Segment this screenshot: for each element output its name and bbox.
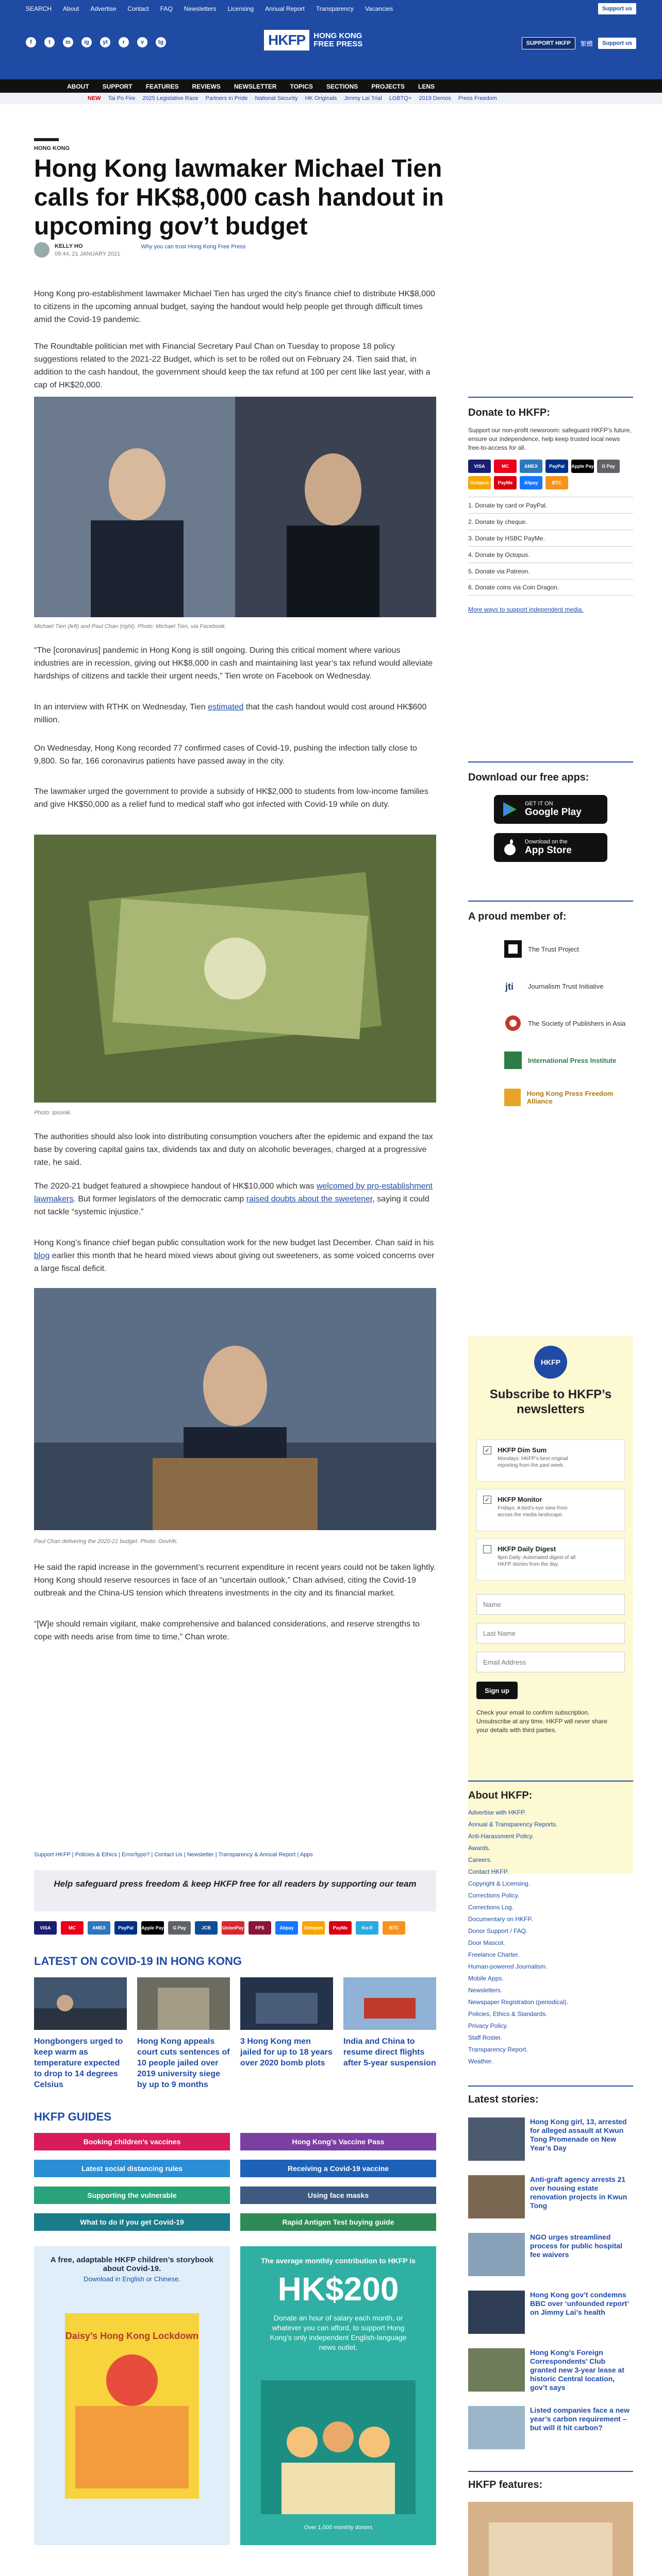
transparency-link[interactable]: Transparency <box>316 5 354 12</box>
sidebar-divider <box>468 2086 633 2087</box>
support-links-row[interactable]: Support HKFP | Policies & Ethics | Error/typo? | Contact Us | Newsletter | Transparency & Annual Report | Apps <box>34 1852 313 1858</box>
about-item[interactable]: Awards. <box>468 1844 491 1852</box>
donate-option-label: 1. Donate by card or PayPal. <box>468 501 548 509</box>
vimeo-icon[interactable]: v <box>137 37 147 47</box>
donate-sidebar <box>468 407 633 613</box>
trending-item[interactable]: LGBTQ+ <box>389 95 412 101</box>
about-item[interactable]: Advertise with HKFP. <box>468 1809 526 1816</box>
google-play-small: GET IT ON <box>525 801 553 807</box>
logo-text <box>313 32 362 48</box>
alipay-icon: Alipay <box>275 1921 298 1935</box>
donate-option-label: 2. Donate by cheque. <box>468 518 527 526</box>
octopus-icon: Octopus <box>468 476 491 489</box>
social-links <box>26 37 166 47</box>
donate-option-label: 3. Donate by HSBC PayMe. <box>468 534 545 542</box>
text-run: In an interview with RTHK on Wednesday, Tien <box>34 703 208 711</box>
apple-pay-icon: Apple Pay <box>571 460 594 473</box>
sopa-icon <box>504 1014 522 1032</box>
app-store-big: App Store <box>525 845 572 856</box>
article-photo-budget <box>34 1288 436 1530</box>
article-paragraph: “The [coronavirus] pandemic in Hong Kong is still ongoing. During this critical moment where various industries are in recession, giving out HK$8,000 in cash and maintaining last year’s tax refund would alleviate hardships of citizens and tackle their urgent needs,” Tien wrote on Facebook on Wednesday. <box>34 646 433 681</box>
photo-caption: Paul Chan delivering the 2020-21 budget. Photo: GovHK. <box>34 1538 178 1545</box>
payme-icon: PayMe <box>494 476 517 489</box>
newsletters-link[interactable]: Newsletters <box>184 5 217 12</box>
contribution-title: The average monthly contribution to HKFP is <box>261 2257 416 2265</box>
story-thumb <box>468 2348 525 2392</box>
article-headline: Hong Kong lawmaker Michael Tien calls for HK$8,000 cash handout in upcoming gov’t budget <box>34 155 444 240</box>
trending-item[interactable]: HK Originals <box>305 95 337 101</box>
apps-title: Download our free apps: <box>468 772 589 783</box>
about-item[interactable]: Door Mascot. <box>468 1939 505 1946</box>
news-card[interactable] <box>34 1977 127 2090</box>
latest-stories-title: Latest stories: <box>468 2094 539 2105</box>
story-thumb <box>468 2291 525 2334</box>
trust-project-icon <box>504 940 522 958</box>
about-item[interactable]: Policies, Ethics & Standards. <box>468 2010 548 2018</box>
storybook-cover-title: Daisy’s Hong Kong Lockdown <box>65 2331 199 2341</box>
news-thumb <box>240 1977 333 2030</box>
byline <box>34 242 245 258</box>
google-pay-icon: G Pay <box>597 460 620 473</box>
news-title[interactable]: Hongbongers urged to keep warm as temperature expected to drop to 14 degrees Celsius <box>34 2037 123 2089</box>
more-ways-link[interactable]: More ways to support independent media. <box>468 606 584 613</box>
visa-icon: VISA <box>468 460 491 473</box>
press-freedom-icon <box>504 1089 521 1106</box>
donate-option-label: 5. Donate via Patreon. <box>468 567 530 575</box>
site-header <box>0 18 662 79</box>
newsletter-option-name: HKFP Dim Sum <box>498 1446 547 1454</box>
annual-report-link[interactable]: Annual Report <box>265 5 305 12</box>
article-paragraph: He said the rapid increase in the government’s recurrent expenditure in recent years could not be taken lightly. Hong Kong should reserve resources in face of an “uncertain outlook,” Chan advised, citing the Covid-19 outbreak and the China-US tension which threatens investments in the city and its financial market. <box>34 1563 436 1598</box>
signup-button[interactable]: Sign up <box>476 1682 518 1699</box>
top-utility-bar <box>0 0 662 18</box>
trending-item[interactable]: 2019 Demos <box>419 95 451 101</box>
newsletter-badge: HKFP <box>534 1346 567 1379</box>
apps-sidebar <box>468 772 633 862</box>
estimated-link[interactable]: estimated <box>208 703 244 711</box>
newsletter-option-desc: 9pm Daily: Automated digest of all HKFP stories from the day. <box>498 1555 576 1567</box>
article-section[interactable]: HONG KONG <box>34 145 70 151</box>
trending-item[interactable]: National Security <box>255 95 298 101</box>
latest-story[interactable] <box>468 2291 633 2342</box>
section-kicker-bar <box>34 138 59 141</box>
jti-icon <box>504 977 522 995</box>
header-support-button[interactable]: SUPPORT HKFP <box>522 37 575 49</box>
member-name: Hong Kong Press Freedom Alliance <box>526 1090 614 1105</box>
checkbox[interactable]: ✓ <box>483 1446 491 1454</box>
story-title[interactable]: NGO urges streamlined process for public hospital fee waivers <box>530 2233 622 2259</box>
author-name[interactable]: KELLY HO <box>55 243 83 249</box>
photo-caption: Michael Tien (left) and Paul Chan (right). Photo: Michael Tien, via Facebook. <box>34 623 226 630</box>
story-thumb <box>468 2117 525 2161</box>
trending-item[interactable]: Tai Po Fire <box>108 95 136 101</box>
latest-story[interactable] <box>468 2233 633 2284</box>
payment-methods <box>34 1919 436 1937</box>
story-title[interactable]: Anti-graft agency arrests 21 over housing estate renovation projects in Kwun Tong <box>530 2175 627 2210</box>
donate-option[interactable] <box>468 513 633 530</box>
donors-illustration <box>261 2380 416 2514</box>
text-run: . But former legislators of the democratic camp <box>73 1195 246 1204</box>
latest-story[interactable] <box>468 2348 633 2400</box>
storybook-title: A free, adaptable HKFP children’s storybook about Covid-19. <box>50 2256 214 2273</box>
raised-doubts-link[interactable]: raised doubts about the sweetener <box>246 1195 373 1204</box>
contact-link[interactable]: Contact <box>127 5 149 12</box>
about-item[interactable]: Mobile Apps. <box>468 1975 504 1982</box>
story-title[interactable]: Hong Kong gov’t condemns BBC over ‘unfounded report’ on Jimmy Lai’s health <box>530 2291 629 2316</box>
google-play-icon <box>502 801 518 818</box>
contribution-amount: HK$200 <box>277 2270 399 2308</box>
about-link[interactable]: About <box>63 5 79 12</box>
about-item[interactable]: Copyright & Licensing. <box>468 1880 531 1887</box>
trending-item[interactable]: Jimmy Lai Trial <box>344 95 382 101</box>
members-sidebar <box>468 911 633 1110</box>
donate-option-label: 4. Donate by Octopus. <box>468 551 530 558</box>
amex-icon: AMEX <box>520 460 542 473</box>
alipay-icon: Alipay <box>520 476 542 489</box>
guides-title: HKFP GUIDES <box>34 2110 111 2123</box>
nav-lens[interactable]: LENS <box>418 83 435 90</box>
news-card[interactable] <box>137 1977 230 2090</box>
guide-button[interactable]: Using face masks <box>240 2187 436 2204</box>
paypal-icon: PayPal <box>545 460 568 473</box>
nav-projects[interactable]: PROJECTS <box>371 83 405 90</box>
linkedin-icon[interactable]: in <box>63 37 73 47</box>
language-toggle[interactable]: 繁體 <box>580 40 593 47</box>
storybook-cover <box>55 2303 209 2530</box>
feature-image <box>468 2502 633 2576</box>
kofi-icon: Ko-fi <box>356 1921 378 1935</box>
storybook-sub[interactable]: Download in English or Chinese. <box>84 2275 180 2283</box>
about-item[interactable]: Transparency Report. <box>468 2046 528 2053</box>
donate-banner[interactable]: Help safeguard press freedom & keep HKFP free for all readers by supporting our team <box>34 1870 436 1911</box>
amex-icon: AMEX <box>88 1921 110 1935</box>
licensing-link[interactable]: Licensing <box>227 5 254 12</box>
article-paragraph: On Wednesday, Hong Kong recorded 77 confirmed cases of Covid-19, pushing the infection tally close to 9,800. So far, 166 coronavirus patients have passed away in the city. <box>34 744 417 766</box>
about-list <box>468 1807 633 2067</box>
article-paragraph: Hong Kong pro-establishment lawmaker Michael Tien has urged the city’s finance chief to distribute HK$8,000 to citizens in the upcoming annual budget, saying the handout would help people get through difficult times amid the Covid-19 pandemic. <box>34 290 435 324</box>
contribution-body: Donate an hour of salary each month, or whatever you can afford, to support Hong Kong’s only independent English-language news outlet. <box>270 2314 407 2351</box>
news-thumb <box>34 1977 127 2030</box>
paypal-icon: PayPal <box>114 1921 137 1935</box>
donate-option-label: 6. Donate coins via Coin Dragon. <box>468 584 559 591</box>
search-link[interactable]: SEARCH <box>26 5 52 12</box>
jcb-icon: JCB <box>195 1921 218 1935</box>
latest-story[interactable] <box>468 2117 633 2169</box>
logo-line-2: FREE PRESS <box>313 40 363 48</box>
contribution-promo[interactable] <box>240 2246 436 2545</box>
instagram-icon[interactable]: ig <box>81 37 92 47</box>
checkbox[interactable]: ✓ <box>483 1496 491 1504</box>
mastercard-icon: MC <box>61 1921 84 1935</box>
donate-option[interactable] <box>468 546 633 563</box>
logo-line-1: HONG KONG <box>313 31 362 40</box>
storybook-promo[interactable] <box>34 2246 230 2545</box>
member-name: Journalism Trust Initiative <box>528 982 604 990</box>
sidebar-divider <box>468 2471 633 2472</box>
trending-new-label: NEW <box>88 95 101 101</box>
article-paragraph: The authorities should also look into distributing consumption vouchers after the epidemic and expand the tax base by covering capital gains tax, dividends tax and duty on alcoholic beverages, charged at a progressive rate, he said. <box>34 1132 433 1167</box>
donate-option[interactable] <box>468 579 633 596</box>
sidebar-divider <box>468 761 633 762</box>
feature-card[interactable] <box>468 2502 633 2576</box>
guide-button[interactable]: Rapid Antigen Test buying guide <box>240 2213 436 2231</box>
news-thumb <box>343 1977 436 2030</box>
email-field[interactable]: Email Address <box>476 1652 625 1672</box>
nav-sections[interactable]: SECTIONS <box>326 83 358 90</box>
trending-bar <box>0 93 662 104</box>
member-name: The Trust Project <box>528 945 579 953</box>
article-paragraph <box>34 701 436 726</box>
guide-button[interactable]: What to do if you get Covid-19 <box>34 2213 230 2231</box>
newsletter-option-name: HKFP Monitor <box>498 1496 542 1503</box>
text-run: , saying it could not tackle “systemic injustice.” <box>34 1195 429 1216</box>
contribution-note: Over 1,000 monthly donors <box>304 2524 373 2531</box>
welcomed-link[interactable]: welcomed by pro-establishment lawmakers <box>34 1182 433 1204</box>
story-title[interactable]: Hong Kong’s Foreign Correspondents’ Club granted new 3-year lease at historic Central location, gov’t says <box>530 2348 624 2392</box>
text-run: that the cash handout would cost around HK$600 million. <box>34 703 427 724</box>
newsletter-option-desc: Mondays: HKFP’s best original reporting from the past week. <box>498 1456 568 1468</box>
twitter-icon[interactable]: t <box>44 37 55 47</box>
trending-item[interactable]: 2025 Legislative Race <box>142 95 198 101</box>
article-paragraph: The Roundtable politician met with Financial Secretary Paul Chan on Tuesday to propose 18 policy suggestions related to the 2021-22 Budget, which is set to be rolled out on February 24. Tien said that, in addition to the cash handout, the government should keep the tax refund at 100 per cent like last year, with a cap of HK$20,000. <box>34 342 431 389</box>
trending-item[interactable]: Press Freedom <box>458 95 497 101</box>
features-title: HKFP features: <box>468 2479 543 2490</box>
sidebar-divider <box>468 901 633 902</box>
app-store-badge[interactable] <box>494 833 607 862</box>
text-run: earlier this month that he heard mixed views about giving out sweeteners, as some voiced concerns over a large fiscal deficit. <box>34 1251 435 1273</box>
member-logo[interactable] <box>504 936 633 962</box>
about-item[interactable]: Careers. <box>468 1856 492 1863</box>
guide-button[interactable]: Supporting the vulnerable <box>34 2187 230 2204</box>
telegram-icon[interactable]: tg <box>156 37 166 47</box>
google-play-big: Google Play <box>525 807 582 818</box>
donate-option[interactable] <box>468 530 633 546</box>
about-title: About HKFP: <box>468 1790 533 1801</box>
about-item[interactable]: Freelance Charter. <box>468 1951 520 1958</box>
sidebar-divider <box>468 397 633 398</box>
trust-note-link[interactable]: Why you can trust Hong Kong Free Press <box>141 244 246 250</box>
guide-button[interactable]: Latest social distancing rules <box>34 2160 230 2177</box>
newsletter-option-digest[interactable] <box>476 1538 625 1581</box>
bitcoin-icon: BTC <box>545 476 568 489</box>
member-logo[interactable] <box>504 1010 633 1036</box>
fps-icon: FPS <box>249 1921 271 1935</box>
about-item[interactable]: Donor Support / FAQ. <box>468 1927 528 1935</box>
about-sidebar <box>468 1790 633 2067</box>
article-paragraph <box>34 1180 436 1218</box>
visa-icon: VISA <box>34 1921 57 1935</box>
guide-button[interactable]: Booking children’s vaccines <box>34 2133 230 2150</box>
article-photo-tien-chan <box>34 397 436 617</box>
last-name-field[interactable]: Last Name <box>476 1623 625 1643</box>
faq-link[interactable]: FAQ <box>160 5 173 12</box>
reddit-icon[interactable]: r <box>119 37 129 47</box>
donate-option[interactable] <box>468 563 633 579</box>
article-paragraph: “[W]e should remain vigilant, make comprehensive and balanced considerations, and reserve strengths to cope with needs arise from time to time,” Chan wrote. <box>34 1620 420 1641</box>
advertise-link[interactable]: Advertise <box>90 5 117 12</box>
ipi-icon <box>504 1052 522 1069</box>
text-run: The 2020-21 budget featured a showpiece handout of HK$10,000 which was <box>34 1182 317 1191</box>
article-photo-banknotes <box>34 835 436 1103</box>
main-nav <box>0 79 662 93</box>
news-title[interactable]: Hong Kong appeals court cuts sentences of 10 people jailed over 2019 university siege by up to 9 months <box>137 2037 230 2089</box>
checkbox[interactable] <box>483 1545 491 1553</box>
google-play-badge[interactable] <box>494 795 607 824</box>
newsletter-option-monitor[interactable] <box>476 1489 625 1531</box>
octopus-icon: Octopus <box>302 1921 325 1935</box>
newsletter-title: Subscribe to HKFP’s newsletters <box>489 1387 612 1416</box>
newsletter-note: Check your email to confirm subscription. Unsubscribe at any time. HKFP will never share your details with third parties. <box>476 1709 607 1734</box>
photo-caption: Photo: Ipsonik. <box>34 1110 72 1116</box>
payme-icon: PayMe <box>329 1921 352 1935</box>
nav-newsletter[interactable]: NEWSLETTER <box>234 83 277 90</box>
about-item[interactable]: Anti-Harassment Policy. <box>468 1833 534 1840</box>
svg-text:jti: jti <box>505 981 514 992</box>
youtube-icon[interactable]: yt <box>100 37 110 47</box>
nav-reviews[interactable]: REVIEWS <box>192 83 221 90</box>
story-thumb <box>468 2175 525 2218</box>
blog-link[interactable]: blog <box>34 1251 50 1260</box>
member-logo[interactable] <box>504 973 633 999</box>
guide-button[interactable]: Receiving a Covid-19 vaccine <box>240 2160 436 2177</box>
about-item[interactable]: Newspaper Registration (periodical). <box>468 1998 569 2006</box>
members-title: A proud member of: <box>468 911 567 922</box>
story-thumb <box>468 2233 525 2276</box>
top-support-button[interactable]: Support us <box>598 3 636 14</box>
about-item[interactable]: Documentary on HKFP. <box>468 1916 533 1923</box>
mastercard-icon: MC <box>494 460 517 473</box>
latest-covid-title: LATEST ON COVID-19 IN HONG KONG <box>34 1955 242 1968</box>
apple-icon <box>503 839 517 856</box>
apple-pay-icon: Apple Pay <box>141 1921 164 1935</box>
nav-support[interactable]: SUPPORT <box>102 83 133 90</box>
text-run: Hong Kong’s finance chief began public consultation work for the new budget last December. Chan said in his <box>34 1239 434 1247</box>
facebook-icon[interactable]: f <box>26 37 36 47</box>
first-name-field[interactable]: Name <box>476 1594 625 1615</box>
nav-about[interactable]: ABOUT <box>67 83 89 90</box>
news-title[interactable]: 3 Hong Kong men jailed for up to 18 years over 2020 bomb plots <box>240 2037 333 2067</box>
unionpay-icon: UnionPay <box>222 1921 244 1935</box>
bitcoin-icon: BTC <box>383 1921 405 1935</box>
article-paragraph <box>34 1236 436 1275</box>
member-name: The Society of Publishers in Asia <box>528 1019 626 1027</box>
nav-topics[interactable]: TOPICS <box>290 83 313 90</box>
story-title[interactable]: Hong Kong girl, 13, arrested for alleged assault at Kwun Tong Promenade on New Year’s Day <box>530 2117 627 2152</box>
about-item[interactable]: Weather. <box>468 2058 493 2065</box>
latest-story[interactable] <box>468 2175 633 2227</box>
member-logo[interactable] <box>504 1047 633 1073</box>
article-paragraph: The lawmaker urged the government to provide a subsidy of HK$2,000 to students from low-income families and give HK$50,000 as a relief fund to medical staff who got infected with Covid-19 while on duty. <box>34 787 428 809</box>
publish-date: 09:44, 21 JANUARY 2021 <box>55 250 121 257</box>
news-card[interactable] <box>343 1977 436 2069</box>
header-support-small-button[interactable]: Support us <box>598 38 636 49</box>
site-logo[interactable] <box>264 30 362 50</box>
about-item[interactable]: Corrections Policy. <box>468 1892 520 1899</box>
donate-sidebar-title: Donate to HKFP: <box>468 407 550 418</box>
news-card[interactable] <box>240 1977 333 2069</box>
newsletter-option-dimsum[interactable] <box>476 1439 625 1482</box>
about-item[interactable]: Privacy Policy. <box>468 2022 508 2029</box>
vacancies-link[interactable]: Vacancies <box>365 5 393 12</box>
news-thumb <box>137 1977 230 2030</box>
author-avatar <box>34 242 49 258</box>
app-store-small: Download on the <box>525 839 568 845</box>
newsletter-option-desc: Fridays: A bird’s-eye view from across the media landscape. <box>498 1505 568 1518</box>
about-item[interactable]: Human-powered Journalism. <box>468 1963 548 1970</box>
about-item[interactable]: Contact HKFP. <box>468 1868 509 1875</box>
story-title[interactable]: Listed companies face a new year’s carbon requirement – but will it hit carbon? <box>530 2406 630 2432</box>
member-logo[interactable] <box>504 1084 633 1110</box>
about-item[interactable]: Annual & Transparency Reports. <box>468 1821 558 1828</box>
about-item[interactable]: Newsletters. <box>468 1987 503 1994</box>
story-thumb <box>468 2406 525 2449</box>
newsletter-option-name: HKFP Daily Digest <box>498 1545 556 1553</box>
member-name: International Press Institute <box>528 1056 617 1064</box>
latest-story[interactable] <box>468 2406 633 2458</box>
donate-sidebar-text: Support our non-profit newsroom: safeguard HKFP’s future, ensure our independence, help keep trusted local news free-to-access for all. <box>468 427 632 451</box>
news-title[interactable]: India and China to resume direct flights after 5-year suspension <box>343 2037 436 2067</box>
donate-option[interactable] <box>468 497 633 513</box>
trending-item[interactable]: Partners in Pride <box>205 95 248 101</box>
google-pay-icon: G Pay <box>168 1921 191 1935</box>
sidebar-payment-icons <box>468 460 633 489</box>
about-item[interactable]: Corrections Log. <box>468 1904 514 1911</box>
guide-button[interactable]: Hong Kong’s Vaccine Pass <box>240 2133 436 2150</box>
sidebar-divider <box>468 1781 633 1782</box>
about-item[interactable]: Staff Roster. <box>468 2034 502 2041</box>
logo-mark: HKFP <box>264 30 309 50</box>
nav-features[interactable]: FEATURES <box>145 83 179 90</box>
